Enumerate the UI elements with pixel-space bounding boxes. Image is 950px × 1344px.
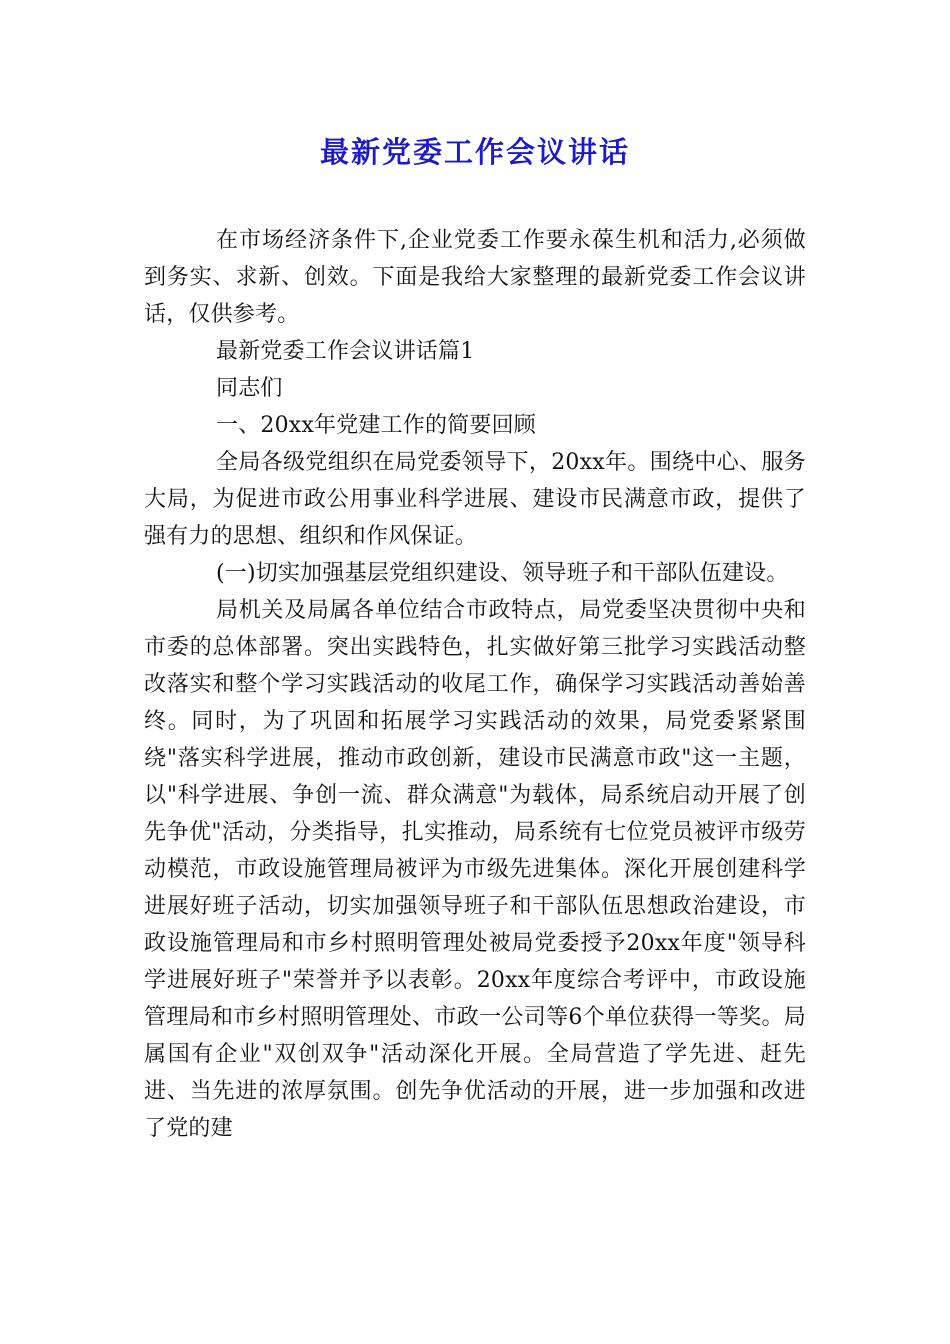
- intro-paragraph: 在市场经济条件下,企业党委工作要永葆生机和活力,必须做到务实、求新、创效。下面是我给大家整理的最新党委工作会议讲话，仅供参考。: [144, 228, 806, 327]
- body-paragraph: 全局各级党组织在局党委领导下，20xx年。围绕中心、服务大局，为促进市政公用事业科学进展、建设市民满意市政，提供了强有力的思想、组织和作风保证。: [144, 450, 806, 549]
- sub-heading: (一)切实加强基层党组织建设、领导班子和干部队伍建设。: [216, 561, 789, 586]
- subsection-heading: 一、20xx年党建工作的简要回顾: [216, 413, 537, 438]
- document-body: [144, 222, 806, 1147]
- document-title: 最新党委工作会议讲话: [319, 135, 630, 169]
- section-heading: 最新党委工作会议讲话篇1: [216, 339, 475, 364]
- body-paragraph: 局机关及局属各单位结合市政特点，局党委坚决贯彻中央和市委的总体部署。突出实践特色，扎实做好第三批学习实践活动整改落实和整个学习实践活动的收尾工作，确保学习实践活动善始善终。同时，为了巩固和拓展学习实践活动的效果，局党委紧紧围绕"落实科学进展，推动市政创新，建设市民满意市政"这一主题，以"科学进展、争创一流、群众满意"为载体，局系统启动开展了创先争优"活动，分类指导，扎实推动，局系统有七位党员被评市级劳动模范，市政设施管理局被评为市级先进集体。深化开展创建科学进展好班子活动，切实加强领导班子和干部队伍思想政治建设，市政设施管理局和市乡村照明管理处被局党委授予20xx年度"领导科学进展好班子"荣誉并予以表彰。20xx年度综合考评中，市政设施管理局和市乡村照明管理处、市政一公司等6个单位获得一等奖。局属国有企业"双创双争"活动深化开展。全局营造了学先进、赶先进、当先进的浓厚氛围。创先争优活动的开展，进一步加强和改进了党的建: [144, 598, 806, 1141]
- salutation: 同志们: [216, 376, 283, 401]
